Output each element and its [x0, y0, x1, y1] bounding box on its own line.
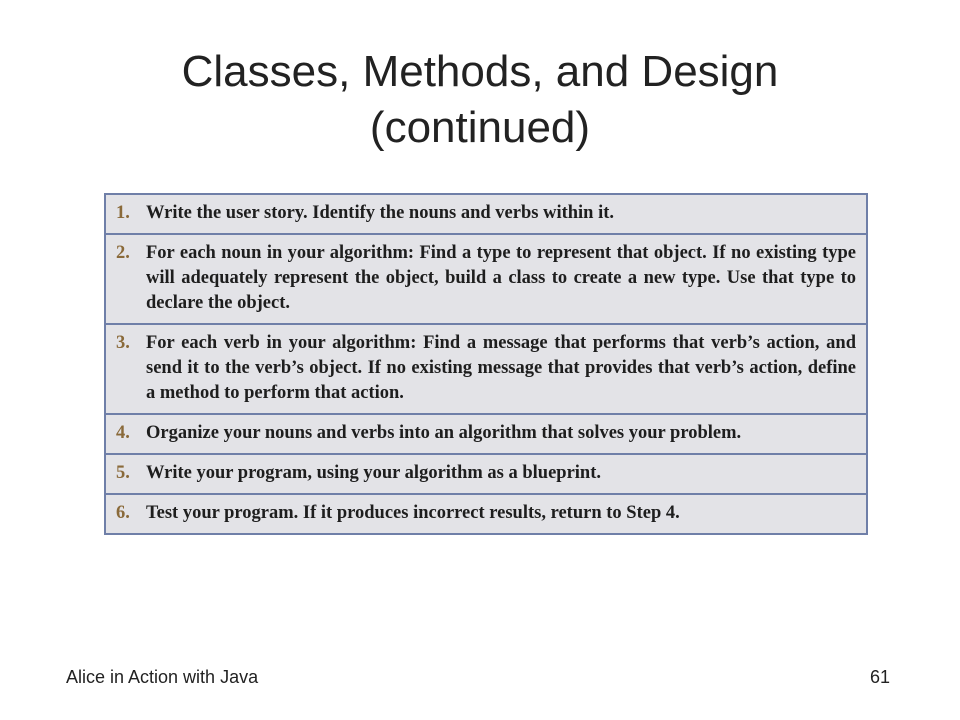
- step-number: 5.: [116, 463, 130, 483]
- step-number: 4.: [116, 423, 130, 443]
- slide-title-line-1: Classes, Methods, and Design: [181, 47, 779, 96]
- step-row-6: [106, 495, 866, 533]
- footer-page-number: 61: [869, 667, 890, 687]
- steps-table: [104, 193, 868, 535]
- slide-title-line-2: (continued): [369, 103, 591, 152]
- step-text: Write your program, using your algorithm as a blueprint.: [146, 463, 601, 483]
- slide-title: [0, 44, 960, 156]
- step-row-2: [106, 235, 866, 325]
- step-number: 6.: [116, 503, 130, 523]
- step-row-5: [106, 455, 866, 495]
- step-row-1: [106, 195, 866, 235]
- step-row-4: [106, 415, 866, 455]
- step-text: Test your program. If it produces incorrect results, return to Step 4.: [146, 503, 680, 523]
- step-number: 1.: [116, 203, 130, 223]
- step-number: 3.: [116, 333, 130, 353]
- step-text: Write the user story. Identify the nouns and verbs within it.: [146, 203, 615, 223]
- footer-course-title: Alice in Action with Java: [66, 667, 259, 687]
- step-row-3: [106, 325, 866, 415]
- step-number: 2.: [116, 243, 130, 263]
- step-text: Organize your nouns and verbs into an algorithm that solves your problem.: [146, 423, 742, 443]
- step-text: For each verb in your algorithm: Find a message that performs that verb’s action, and send it to the verb’s object. If no existing message that provides that verb’s action, define a method to perform that action.: [146, 333, 856, 403]
- step-text: For each noun in your algorithm: Find a type to represent that object. If no existing type will adequately represent the object, build a class to create a new type. Use that type to declare the object.: [146, 243, 856, 313]
